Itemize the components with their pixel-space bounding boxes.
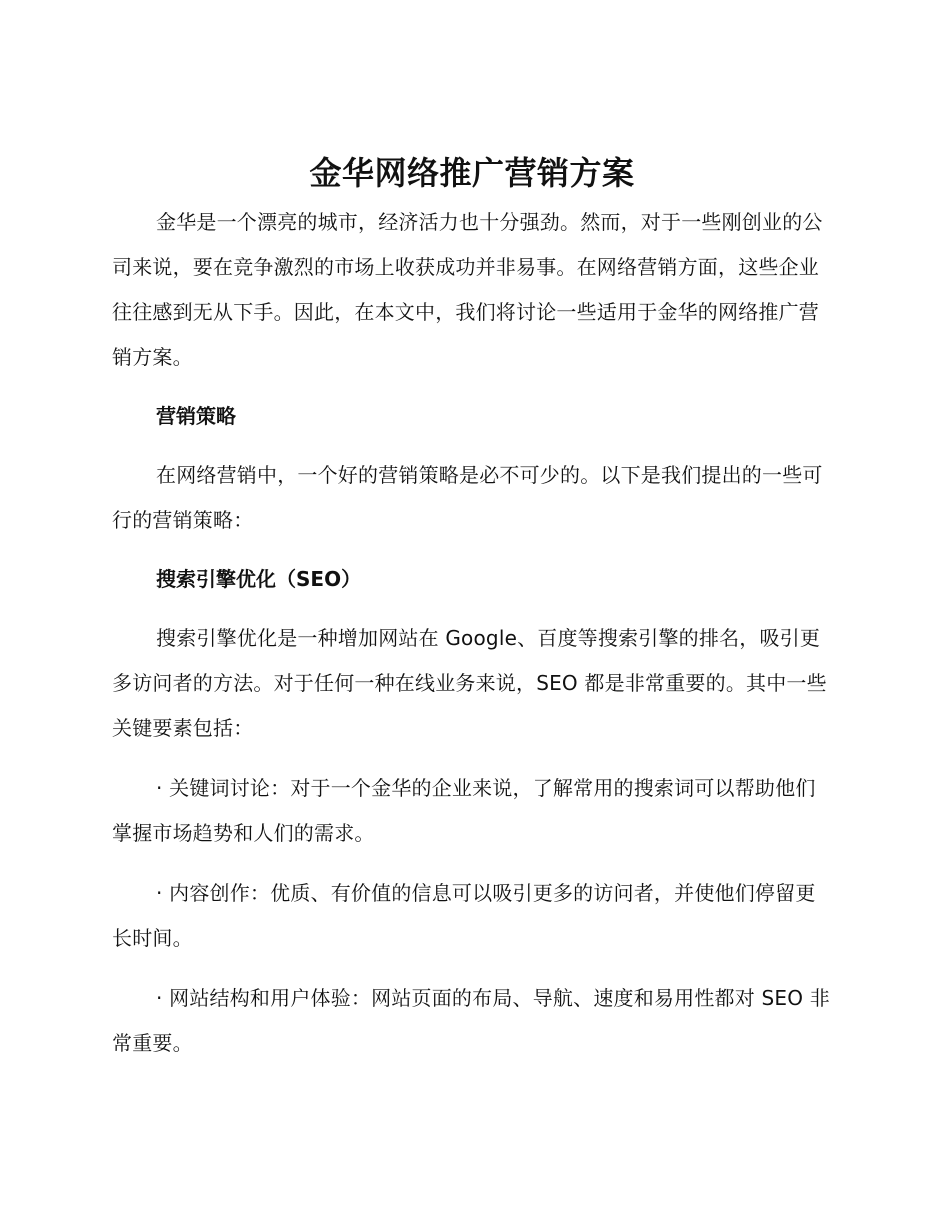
document-page [112,150,832,1066]
document-title: 金华网络推广营销方案 [309,154,635,192]
seo-list-item-keywords: · 关键词讨论：对于一个金华的企业来说，了解常用的搜索词可以帮助他们掌握市场趋势和人们的需求。 [112,776,816,845]
section-heading-seo: 搜索引擎优化（SEO） [156,567,362,591]
section-heading-strategy: 营销策略 [156,404,236,428]
seo-list-item-content: · 内容创作：优质、有价值的信息可以吸引更多的访问者，并使他们停留更长时间。 [112,881,816,950]
seo-list-item-structure: · 网站结构和用户体验：网站页面的布局、导航、速度和易用性都对 SEO 非常重要。 [112,986,830,1055]
strategy-paragraph: 在网络营销中，一个好的营销策略是必不可少的。以下是我们提出的一些可行的营销策略： [112,463,823,532]
intro-paragraph: 金华是一个漂亮的城市，经济活力也十分强劲。然而，对于一些刚创业的公司来说，要在竞争激烈的市场上收获成功并非易事。在网络营销方面，这些企业往往感到无从下手。因此，在本文中，我们将讨论一些适用于金华的网络推广营销方案。 [112,210,823,369]
seo-paragraph: 搜索引擎优化是一种增加网站在 Google、百度等搜索引擎的排名，吸引更多访问者的方法。对于任何一种在线业务来说，SEO 都是非常重要的。其中一些关键要素包括： [112,626,827,740]
